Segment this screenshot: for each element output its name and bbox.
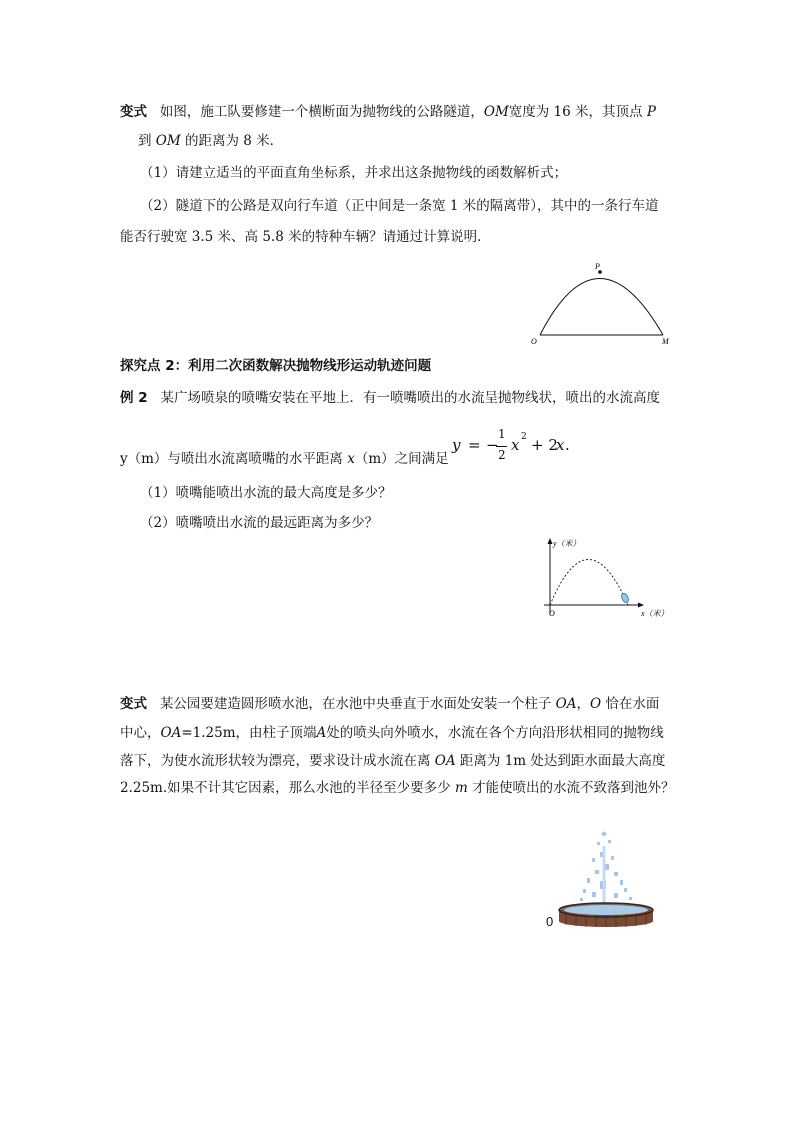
section1-line1	[120, 103, 656, 121]
text: 宽度为 16 米，其顶点	[508, 104, 643, 120]
text: 某广场喷泉的喷嘴安装在平地上．有一喷嘴喷出的水流呈抛物线状，喷出的水流高度	[160, 390, 660, 406]
fountain-graph	[536, 534, 676, 620]
text: 到	[138, 133, 152, 149]
x-var: x	[347, 451, 355, 467]
graph-label-o: O	[549, 609, 555, 618]
text: 处的喷头向外喷水，水流在各个方向沿形状相同的抛物线	[326, 725, 664, 741]
oa-label: OA	[434, 753, 456, 769]
text: 的距离为 8 米．	[184, 133, 284, 149]
formula-end: .	[565, 436, 570, 454]
oa-label: OA	[555, 696, 577, 712]
variant-label: 变式	[120, 696, 147, 712]
formula-eq: =	[468, 436, 481, 454]
text: 落下，为使水流形状较为漂亮，要求设计成水流在离	[120, 753, 431, 769]
text: 2.25m.如果不计其它因素，那么水池的半径至少要多少	[120, 780, 451, 796]
formula-minus: −	[486, 436, 499, 454]
om-label: OM	[155, 133, 181, 149]
formula-denominator: 2	[498, 448, 506, 462]
fountain-label-o: 0	[546, 914, 554, 929]
section2-q2: （2）喷嘴喷出水流的最远距离为多少？	[140, 515, 379, 531]
section3-line3	[120, 752, 665, 770]
formula-x1: x	[556, 436, 565, 454]
section1-q1: （1）请建立适当的平面直角坐标系，并求出这条抛物线的函数解析式；	[140, 165, 568, 181]
text: 恰在水面	[605, 696, 660, 712]
section1-q2-line1: （2）隧道下的公路是双向行车道（正中间是一条宽 1 米的隔离带），其中的一条行车道	[140, 198, 659, 214]
figure-label-p: P	[595, 262, 600, 271]
water-drop-icon	[620, 592, 630, 604]
text: （m）之间满足	[354, 451, 449, 467]
formula-x2: x	[511, 436, 520, 454]
formula-numerator: 1	[498, 427, 506, 441]
graph-label-x: x（米）	[641, 609, 669, 618]
tunnel-parabola-figure	[528, 258, 678, 348]
text: y（m）与喷出水流离喷嘴的水平距离	[120, 451, 343, 467]
variant-label: 变式	[120, 104, 147, 120]
graph-label-y: y（米）	[553, 539, 581, 548]
o-label: O	[590, 696, 602, 712]
section3-line1	[120, 695, 659, 713]
section2-line1	[120, 389, 660, 407]
text: 中心，	[120, 725, 161, 741]
fountain-pool-illustration	[556, 826, 666, 928]
formula-y: y	[452, 436, 461, 454]
formula	[452, 427, 572, 467]
section3-line2	[120, 724, 664, 742]
text: 才能使喷出的水流不致落到池外？	[472, 780, 675, 796]
oa-label: OA	[160, 725, 182, 741]
section2-q1: （1）喷嘴能喷出水流的最大高度是多少？	[140, 485, 392, 501]
figure-label-m: M	[662, 337, 669, 346]
text: 距离为 1m 处达到距水面最大高度	[459, 753, 666, 769]
a-label: A	[316, 725, 327, 741]
m-var: m	[454, 780, 468, 796]
figure-label-o: O	[531, 337, 537, 346]
text: =1.25m，由柱子顶端	[181, 725, 317, 741]
om-label: OM	[483, 104, 509, 120]
section3-line4	[120, 779, 675, 797]
text: ，	[576, 696, 590, 712]
section2-line2	[120, 450, 449, 468]
section1-line2	[138, 132, 283, 150]
section2-heading: 探究点 2：利用二次函数解决抛物线形运动轨迹问题	[120, 358, 432, 374]
section1-q2-line2: 能否行驶宽 3.5 米、高 5.8 米的特种车辆？请通过计算说明．	[120, 229, 491, 245]
formula-exponent: 2	[521, 432, 527, 442]
text: 如图，施工队要修建一个横断面为抛物线的公路隧道，	[159, 104, 484, 120]
formula-plus: + 2	[531, 436, 558, 454]
example-label: 例 2	[120, 390, 148, 406]
p-label: P	[646, 104, 656, 120]
text: 某公园要建造圆形喷水池，在水池中央垂直于水面处安装一个柱子	[159, 696, 552, 712]
